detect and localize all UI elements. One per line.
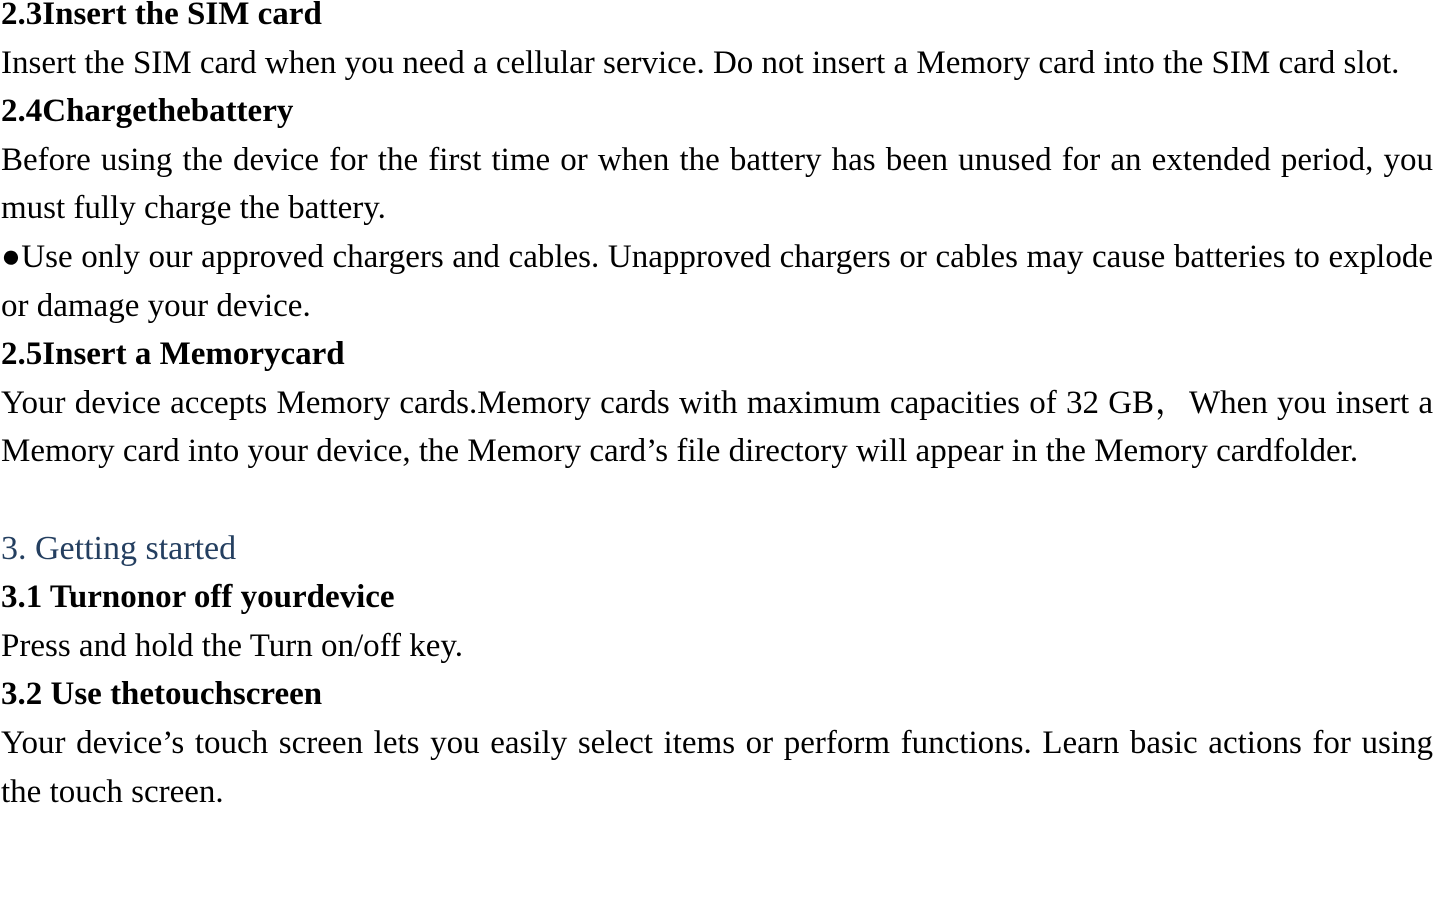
section-heading: 3.1 Turnonor off yourdevice [1,579,395,616]
section-paragraph: Before using the device for the first time or when the battery has been unused for an extended period, you must fully charge the battery. [1,141,1433,227]
section-heading: 2.5Insert a Memorycard [1,336,345,373]
bullet-paragraph: ●Use only our approved chargers and cables. Unapproved chargers or cables may cause batteries to explode or damage your device. [1,238,1433,324]
section-heading: 2.3Insert the SIM card [1,0,322,32]
blank-line [1,476,1433,525]
section-paragraph: Insert the SIM card when you need a cellular service. Do not insert a Memory card into the SIM card slot. [1,44,1400,81]
section-2-3 [1,0,1433,87]
section-paragraph: Your device accepts Memory cards.Memory cards with maximum capacities of 32 GB，When you insert a Memory card into your device, the Memory card’s file directory will appear in the Memory cardfolder. [1,384,1433,470]
document-content [1,0,1433,816]
section-2-4 [1,87,1433,330]
section-3-2 [1,670,1433,816]
section-2-5 [1,330,1433,476]
section-heading: 3.2 Use thetouchscreen [1,676,323,713]
section-paragraph: Your device’s touch screen lets you easily select items or perform functions. Learn basic actions for using the touch screen. [1,724,1433,810]
chapter-heading: 3. Getting started [1,529,237,567]
section-paragraph: Press and hold the Turn on/off key. [1,627,463,664]
section-3-1 [1,573,1433,670]
section-heading: 2.4Chargethebattery [1,93,294,130]
